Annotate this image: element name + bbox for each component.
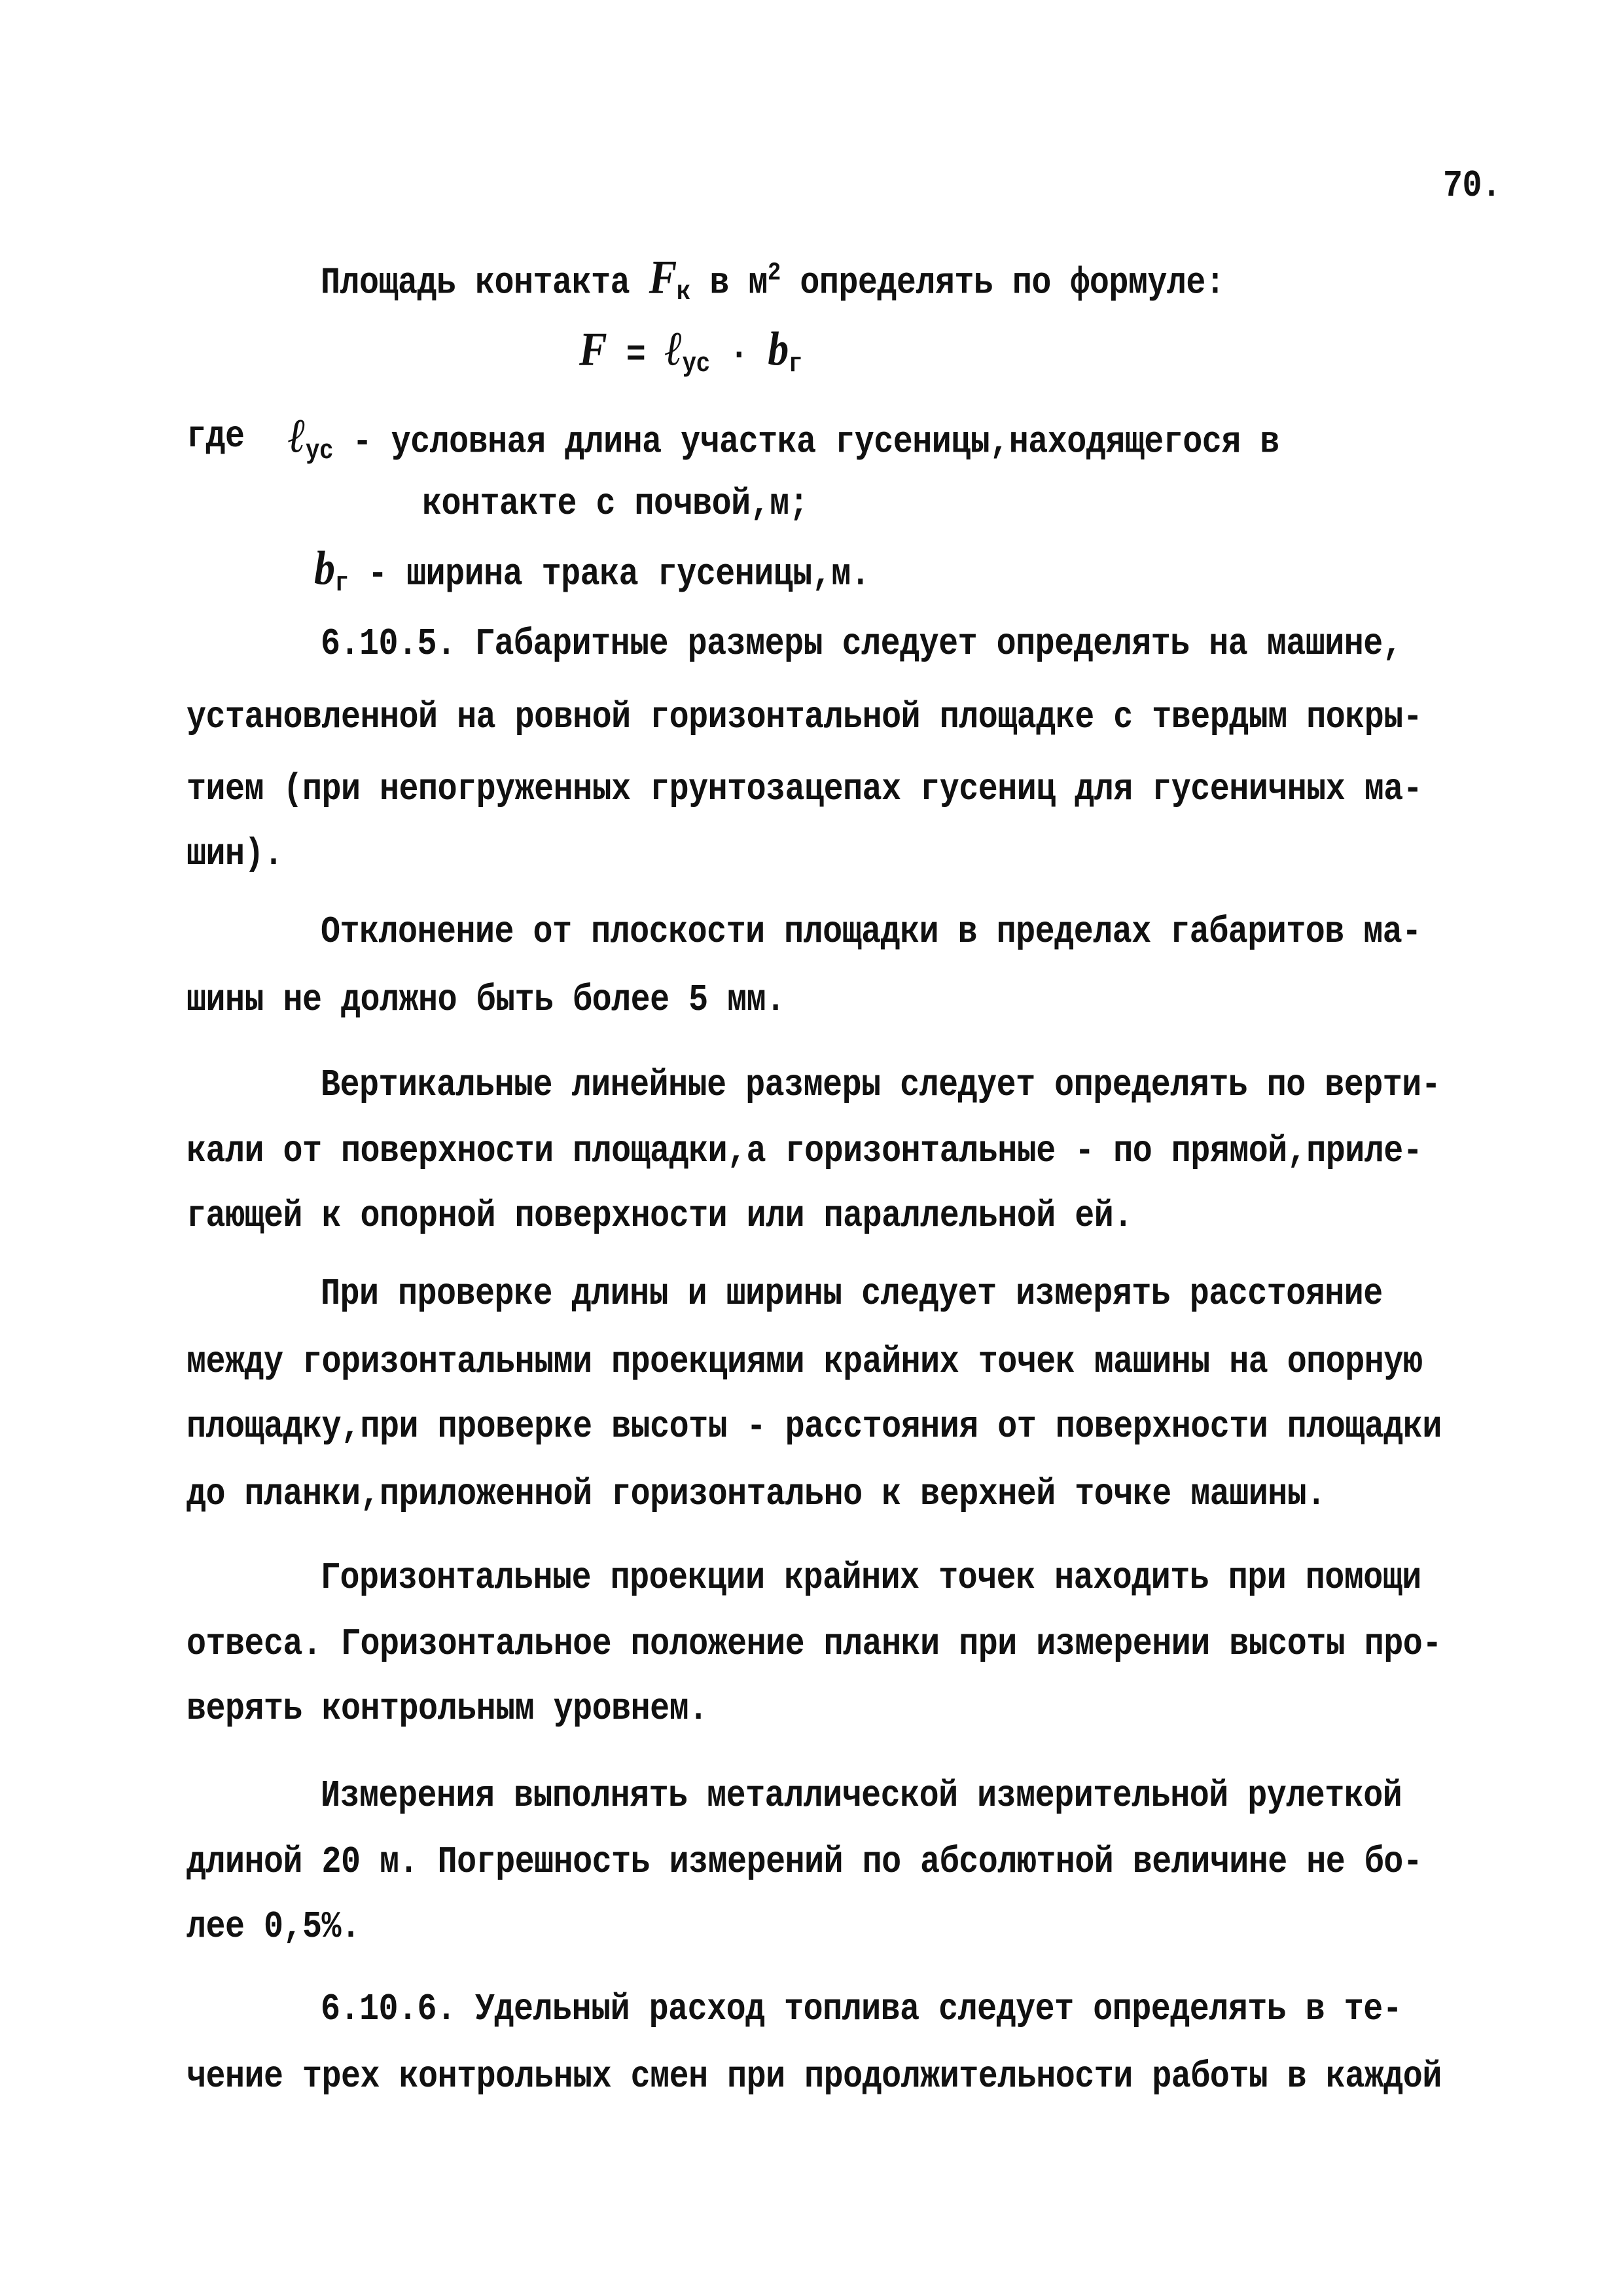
formula-l-sub: ус — [682, 348, 710, 380]
formula-b: b — [768, 322, 789, 376]
text-line: Горизонтальные проекции крайних точек находить при помощи — [321, 1556, 1421, 1600]
contact-area-intro — [321, 250, 1225, 315]
def-l-text: - условная длина участка гусеницы,находящегося в — [333, 421, 1279, 465]
text-line: При проверке длины и ширины следует измерять расстояние — [321, 1272, 1383, 1316]
intro-post: определять по формуле: — [780, 262, 1225, 306]
text-line: Вертикальные линейные размеры следует определять по верти- — [321, 1064, 1441, 1107]
text-line: Измерения выполнять металлической измерительной рулеткой — [321, 1774, 1402, 1818]
def-l-symbol: ℓ — [288, 409, 306, 463]
definition-l — [288, 409, 1279, 474]
formula — [579, 322, 802, 387]
text-line: 6.10.5. Габаритные размеры следует определять на машине, — [321, 622, 1402, 666]
text-line: до планки,приложенной горизонтально к верхней точке машины. — [187, 1473, 1326, 1516]
formula-eq: = — [607, 334, 665, 378]
intro-mid: в м — [690, 262, 768, 306]
text-line: между горизонтальными проекциями крайних точек машины на опорную — [187, 1340, 1423, 1384]
formula-op: · — [709, 334, 768, 378]
text-line: чение трех контрольных смен при продолжительности работы в каждой — [187, 2055, 1442, 2099]
text-line: отвеса. Горизонтальное положение планки при измерении высоты про- — [187, 1623, 1442, 1666]
def-b-symbol: b — [314, 541, 335, 595]
formula-l: ℓ — [664, 322, 683, 376]
definition-l-cont: контакте с почвой,м; — [422, 482, 809, 526]
text-line: лее 0,5%. — [187, 1905, 361, 1949]
text-line: площадку,при проверке высоты - расстояния от поверхности площадки — [187, 1405, 1442, 1449]
formula-b-sub: г — [788, 348, 802, 380]
text-line: длиной 20 м. Погрешность измерений по абсолютной величине не бо- — [187, 1840, 1423, 1884]
text-line: установленной на ровной горизонтальной площадке с твердым покры- — [187, 696, 1423, 740]
intro-text: Площадь контакта — [321, 262, 649, 306]
where-label: где — [187, 415, 245, 459]
def-b-text: - ширина трака гусеницы,м. — [348, 553, 870, 597]
formula-f: F — [579, 322, 607, 376]
text-line: верять контрольным уровнем. — [187, 1687, 708, 1731]
text-line: шины не должно быть более 5 мм. — [187, 978, 785, 1022]
intro-sup: 2 — [767, 259, 781, 288]
page-number: 70. — [1443, 164, 1501, 208]
symbol-f-sub: к — [676, 276, 690, 308]
symbol-f: F — [649, 250, 677, 304]
text-line: 6.10.6. Удельный расход топлива следует определять в те- — [321, 1988, 1402, 2032]
text-line: кали от поверхности площадки,а горизонтальные - по прямой,приле- — [187, 1130, 1423, 1174]
definition-b — [314, 541, 870, 606]
text-line: гающей к опорной поверхности или параллельной ей. — [187, 1194, 1133, 1238]
text-line: шин). — [187, 833, 283, 876]
text-line: тием (при непогруженных грунтозацепах гусениц для гусеничных ма- — [187, 768, 1423, 812]
text-line: Отклонение от плоскости площадки в пределах габаритов ма- — [321, 910, 1421, 954]
def-b-sub: г — [334, 567, 349, 599]
def-l-sub: ус — [305, 435, 334, 467]
